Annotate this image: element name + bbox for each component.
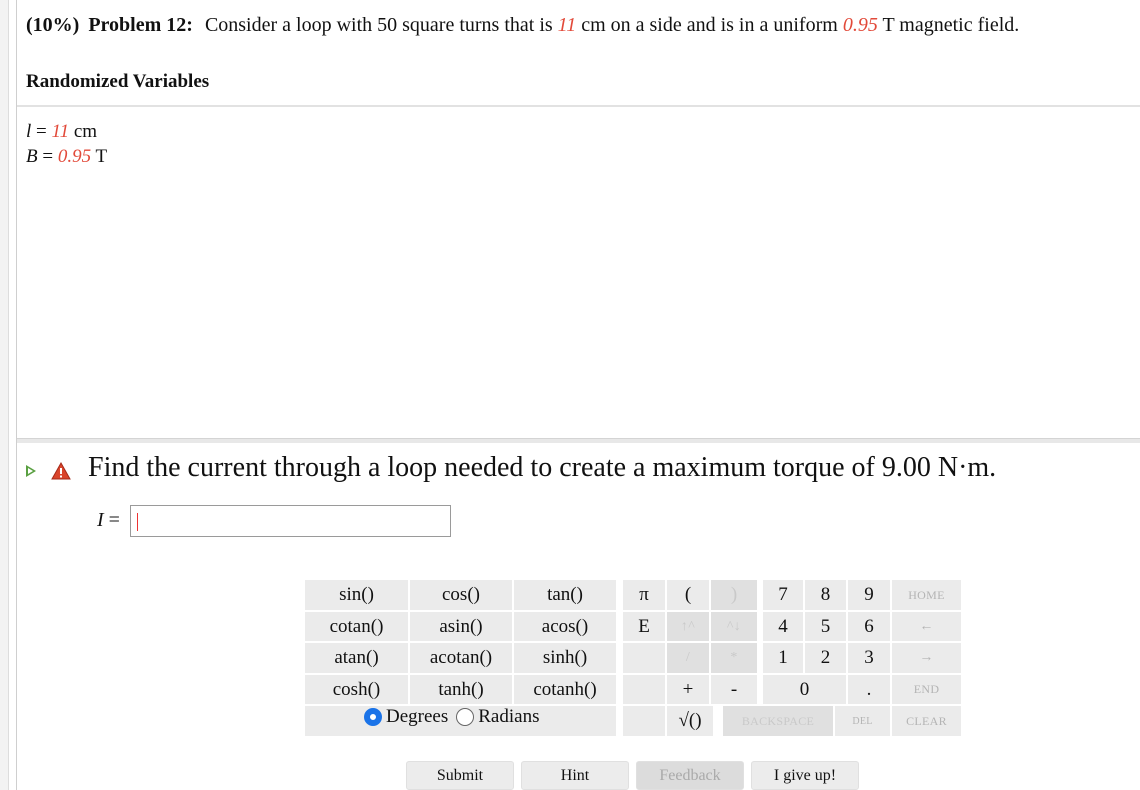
key-divide[interactable]: / [666, 642, 710, 674]
key-6[interactable]: 6 [847, 611, 891, 642]
key-open-paren[interactable]: ( [666, 579, 710, 611]
key-cos[interactable]: cos() [409, 579, 513, 611]
key-0[interactable]: 0 [762, 674, 847, 705]
section-divider [17, 438, 1140, 443]
key-acotan[interactable]: acotan() [409, 642, 513, 674]
degrees-label: Degrees [386, 706, 449, 727]
feedback-button[interactable]: Feedback [636, 761, 744, 790]
key-asin[interactable]: asin() [409, 611, 513, 642]
key-tanh[interactable]: tanh() [409, 674, 513, 705]
angle-mode-selector [364, 706, 547, 728]
problem-number: Problem 12: [88, 14, 193, 36]
key-7[interactable]: 7 [762, 579, 804, 611]
variable-b: B = 0.95 T [26, 146, 108, 167]
key-backspace[interactable]: BACKSPACE [722, 705, 834, 737]
key-superscript-down[interactable]: ^↓ [710, 611, 758, 642]
radians-label: Radians [478, 706, 540, 727]
key-end[interactable]: END [891, 674, 962, 705]
degrees-radio[interactable] [364, 708, 382, 726]
key-atan[interactable]: atan() [304, 642, 409, 674]
key-superscript-up[interactable]: ↑^ [666, 611, 710, 642]
key-plus[interactable]: + [666, 674, 710, 705]
key-blank [622, 642, 666, 674]
radians-radio[interactable] [456, 708, 474, 726]
warning-icon [51, 462, 71, 480]
key-clear[interactable]: CLEAR [891, 705, 962, 737]
key-2[interactable]: 2 [804, 642, 847, 674]
key-9[interactable]: 9 [847, 579, 891, 611]
key-cosh[interactable]: cosh() [304, 674, 409, 705]
key-5[interactable]: 5 [804, 611, 847, 642]
variable-l: l = 11 cm [26, 121, 98, 142]
side-length-value: 11 [557, 14, 577, 36]
key-cotan[interactable]: cotan() [304, 611, 409, 642]
key-sinh[interactable]: sinh() [513, 642, 617, 674]
key-blank-3 [622, 705, 666, 737]
hint-button[interactable]: Hint [521, 761, 629, 790]
key-pi[interactable]: π [622, 579, 666, 611]
key-sin[interactable]: sin() [304, 579, 409, 611]
divider [17, 105, 1140, 107]
key-close-paren[interactable]: ) [710, 579, 758, 611]
key-acos[interactable]: acos() [513, 611, 617, 642]
key-4[interactable]: 4 [762, 611, 804, 642]
problem-weight: (10%) [26, 14, 80, 36]
problem-text-3: T magnetic field. [877, 14, 1020, 36]
key-e[interactable]: E [622, 611, 666, 642]
text-caret [137, 513, 138, 531]
answer-input[interactable] [130, 505, 451, 537]
key-left-arrow[interactable]: ← [891, 611, 962, 642]
key-blank-2 [622, 674, 666, 705]
key-home[interactable]: HOME [891, 579, 962, 611]
key-right-arrow[interactable]: → [891, 642, 962, 674]
problem-statement [26, 14, 1019, 37]
key-1[interactable]: 1 [762, 642, 804, 674]
problem-text-2: cm on a side and is in a uniform [576, 14, 843, 36]
question-text: Find the current through a loop needed to create a maximum torque of 9.00 N·m. [88, 452, 997, 483]
give-up-button[interactable]: I give up! [751, 761, 859, 790]
answer-label: I = [97, 509, 120, 531]
submit-button[interactable]: Submit [406, 761, 514, 790]
key-8[interactable]: 8 [804, 579, 847, 611]
randomized-variables-title: Randomized Variables [26, 71, 210, 92]
key-3[interactable]: 3 [847, 642, 891, 674]
field-value: 0.95 [842, 14, 878, 36]
problem-text-1: Consider a loop with 50 square turns that is [204, 14, 558, 36]
key-minus[interactable]: - [710, 674, 758, 705]
key-tan[interactable]: tan() [513, 579, 617, 611]
key-sqrt[interactable]: √() [666, 705, 714, 737]
key-multiply[interactable]: * [710, 642, 758, 674]
left-edge-bar [0, 0, 9, 790]
key-cotanh[interactable]: cotanh() [513, 674, 617, 705]
key-decimal[interactable]: . [847, 674, 891, 705]
play-icon[interactable] [26, 465, 36, 477]
key-del[interactable]: DEL [834, 705, 891, 737]
